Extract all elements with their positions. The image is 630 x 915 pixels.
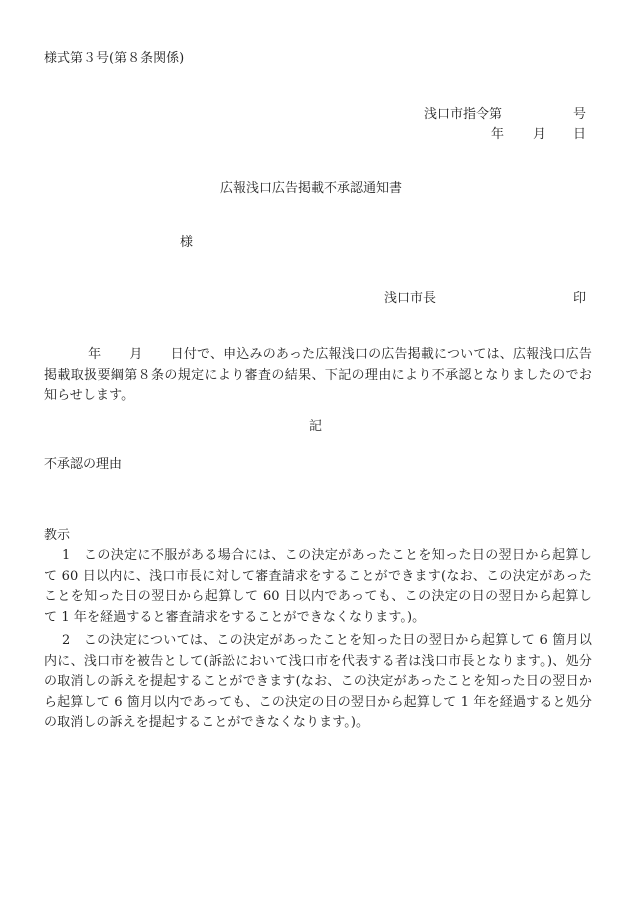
body-month: 月 — [129, 347, 143, 362]
ki-mark: 記 — [309, 419, 323, 434]
form-number: 様式第３号(第８条関係) — [44, 51, 185, 66]
notice-item-2: 2 この決定については、この決定があったことを知った日の翌日から起算して 6 箇月以内に、浅口市を被告として(訴訟において浅口市を代表する者は浅口市長となります。)、処分の取消しの訴えを提起することができます(なお、この決定があったことを知った日の翌日から起算して 6 箇月以内であっても、この決定の日の翌日から起算して 1 年を経過すると処分の取消しの訴えを提起することができなくなります。)。 — [44, 633, 592, 730]
reason-label: 不承認の理由 — [44, 457, 123, 472]
date-day: 日 — [573, 127, 587, 142]
body-text: 日付で、申込みのあった広報浅口の広告掲載については、広報浅口広告掲載取扱要綱第８条の規定により審査の結果、下記の理由により不承認となりましたのでお知らせします。 — [44, 347, 592, 403]
body-year: 年 — [88, 347, 102, 362]
seal-mark: 印 — [573, 291, 587, 306]
addressee-honorific: 様 — [180, 235, 194, 250]
document-title: 広報浅口広告掲載不承認通知書 — [220, 181, 403, 196]
issuer-name: 浅口市長 — [384, 291, 437, 306]
order-number-suffix: 号 — [573, 107, 587, 122]
date-month: 月 — [533, 127, 547, 142]
date-year: 年 — [491, 127, 505, 142]
notice-item-1: 1 この決定に不服がある場合には、この決定があったことを知った日の翌日から起算して 60 日以内に、浅口市長に対して審査請求をすることができます(なお、この決定があったことを知った日の翌日から起算して 60 日以内であっても、この決定の日の翌日から起算して 1 年を経過すると審査請求をすることができなくなります。)。 — [44, 548, 592, 625]
body-paragraph — [44, 345, 592, 407]
notice-heading: 教示 — [44, 528, 71, 543]
order-number-prefix: 浅口市指令第 — [424, 107, 503, 122]
